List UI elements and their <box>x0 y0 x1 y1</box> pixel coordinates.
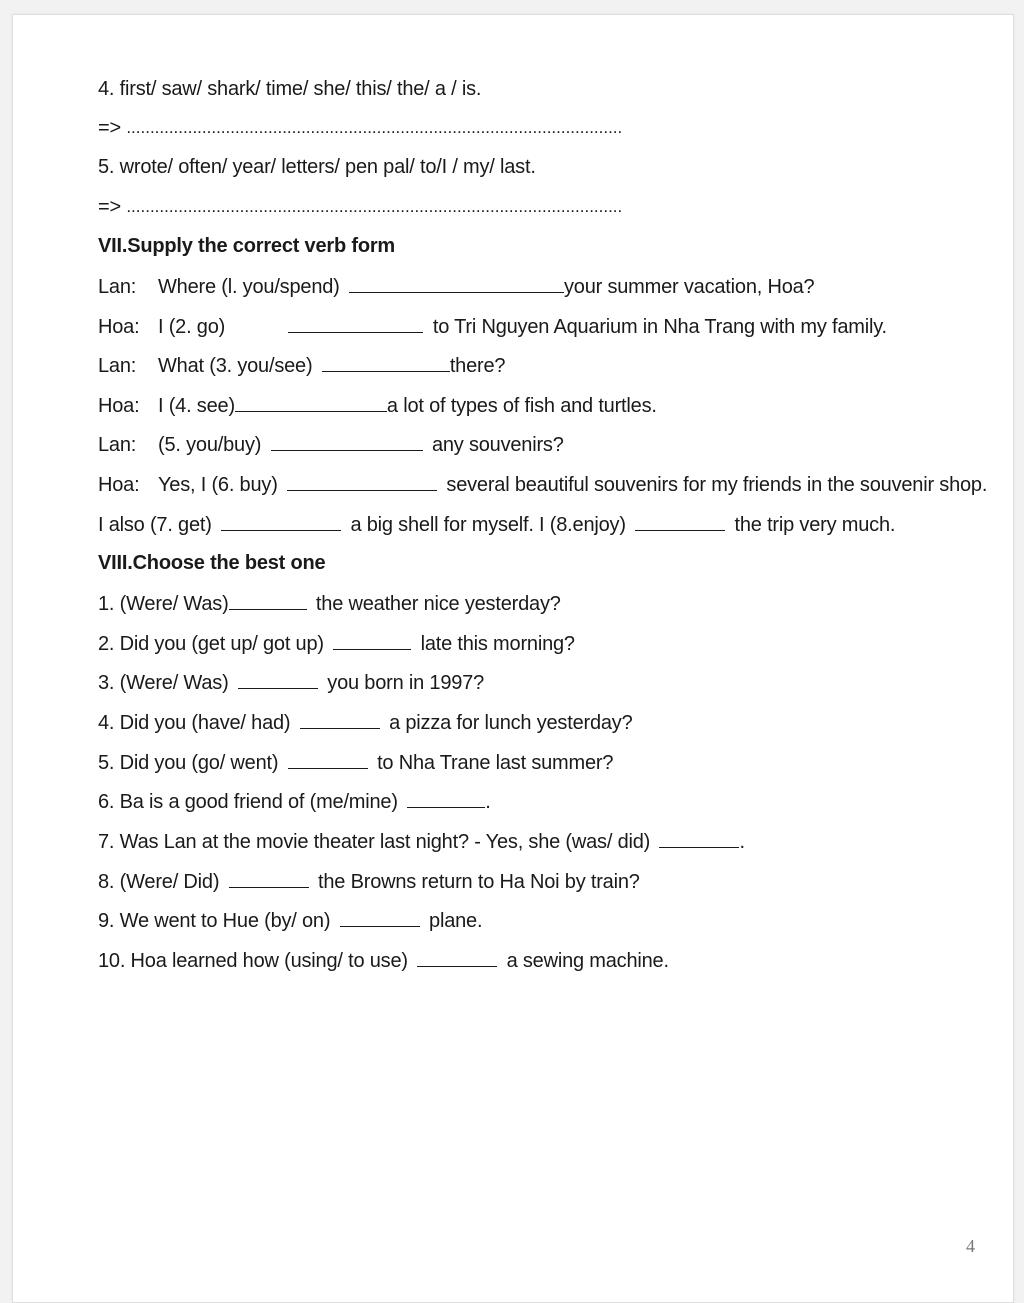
answer-prefix: => <box>98 196 121 218</box>
line-before: I (2. go) <box>158 316 226 338</box>
reorder-answer-5 <box>98 195 622 220</box>
dialogue-line-2 <box>98 314 887 339</box>
choice-item-2 <box>98 631 575 656</box>
line-after: your summer vacation, Hoa? <box>564 276 815 298</box>
line-part-1: I also (7. get) <box>98 514 212 536</box>
dialogue-line-5 <box>98 432 564 457</box>
choice-item-6 <box>98 789 491 814</box>
item-after: the weather nice yesterday? <box>315 593 561 615</box>
answer-blank-5[interactable] <box>271 432 423 451</box>
item-before: 5. Did you (go/ went) <box>98 752 279 774</box>
item-before: 4. Did you (have/ had) <box>98 712 291 734</box>
answer-prefix: => <box>98 117 121 139</box>
line-before: Where (l. you/spend) <box>158 276 340 298</box>
answer-blank-1[interactable] <box>349 274 564 293</box>
item-after: a pizza for lunch yesterday? <box>389 712 633 734</box>
choice-blank-1[interactable] <box>229 591 307 610</box>
item-before: 9. We went to Hue (by/ on) <box>98 910 331 932</box>
item-after: plane. <box>429 910 483 932</box>
item-before: 10. Hoa learned how (using/ to use) <box>98 950 408 972</box>
reorder-prompt: 4. first/ saw/ shark/ time/ she/ this/ the/ a / is. <box>98 78 482 100</box>
item-after: to Nha Trane last summer? <box>377 752 614 774</box>
choice-item-5 <box>98 750 613 775</box>
choice-blank-7[interactable] <box>659 829 739 848</box>
speaker: Lan: <box>98 355 137 377</box>
speaker: Hoa: <box>98 316 140 338</box>
choice-item-3 <box>98 670 484 695</box>
answer-blank-8[interactable] <box>635 512 725 531</box>
section-7-title: VII.Supply the correct verb form <box>98 235 396 257</box>
answer-dotted-line[interactable]: ......................................................................................................... <box>126 197 623 216</box>
line-after: any souvenirs? <box>431 434 564 456</box>
item-before: 7. Was Lan at the movie theater last night? - Yes, she (was/ did) <box>98 831 651 853</box>
item-after: . <box>739 831 745 853</box>
dialogue-line-3 <box>98 353 505 378</box>
reorder-item-5 <box>98 155 536 179</box>
line-after: a lot of types of fish and turtles. <box>386 395 657 417</box>
speaker: Hoa: <box>98 474 140 496</box>
line-after: there? <box>449 355 506 377</box>
item-before: 2. Did you (get up/ got up) <box>98 633 324 655</box>
choice-blank-8[interactable] <box>229 869 309 888</box>
choice-item-10 <box>98 948 669 973</box>
answer-blank-6[interactable] <box>287 472 437 491</box>
choice-blank-2[interactable] <box>333 631 411 650</box>
answer-blank-7[interactable] <box>221 512 341 531</box>
choice-blank-6[interactable] <box>407 789 485 808</box>
item-after: a sewing machine. <box>506 950 669 972</box>
item-after: . <box>485 791 491 813</box>
choice-blank-4[interactable] <box>300 710 380 729</box>
line-after: several beautiful souvenirs for my friends in the souvenir shop. <box>446 474 988 496</box>
line-part-2: a big shell for myself. I (8.enjoy) <box>350 514 626 536</box>
item-before: 8. (Were/ Did) <box>98 871 220 893</box>
line-before: What (3. you/see) <box>158 355 313 377</box>
line-before: Yes, I (6. buy) <box>158 474 278 496</box>
speaker: Lan: <box>98 276 137 298</box>
choice-blank-3[interactable] <box>238 670 318 689</box>
dialogue-line-7 <box>98 512 895 537</box>
speaker: Lan: <box>98 434 137 456</box>
section-8-title: VIII.Choose the best one <box>98 552 326 574</box>
line-part-3: the trip very much. <box>734 514 896 536</box>
choice-blank-10[interactable] <box>417 948 497 967</box>
item-before: 1. (Were/ Was) <box>98 593 229 615</box>
choice-item-8 <box>98 869 640 894</box>
choice-blank-9[interactable] <box>340 908 420 927</box>
worksheet-page <box>12 14 1014 1303</box>
line-before: I (4. see) <box>158 395 235 417</box>
line-after: to Tri Nguyen Aquarium in Nha Trang with my family. <box>432 316 887 338</box>
page-number: 4 <box>966 1236 975 1256</box>
reorder-answer-4 <box>98 116 622 141</box>
reorder-item-4 <box>98 77 481 101</box>
choice-item-7 <box>98 829 745 854</box>
choice-blank-5[interactable] <box>288 750 368 769</box>
dialogue-line-4 <box>98 393 657 418</box>
item-after: you born in 1997? <box>327 672 485 694</box>
answer-blank-3[interactable] <box>322 353 450 372</box>
speaker: Hoa: <box>98 395 140 417</box>
line-before: (5. you/buy) <box>158 434 262 456</box>
choice-item-9 <box>98 908 482 933</box>
dialogue-line-6 <box>98 472 987 497</box>
choice-item-4 <box>98 710 633 735</box>
item-before: 6. Ba is a good friend of (me/mine) <box>98 791 398 813</box>
item-after: the Browns return to Ha Noi by train? <box>318 871 640 893</box>
dialogue-line-1 <box>98 274 814 299</box>
item-before: 3. (Were/ Was) <box>98 672 229 694</box>
answer-blank-2[interactable] <box>288 314 423 333</box>
item-after: late this morning? <box>420 633 575 655</box>
choice-item-1 <box>98 591 561 616</box>
answer-blank-4[interactable] <box>235 393 387 412</box>
reorder-prompt: 5. wrote/ often/ year/ letters/ pen pal/ to/I / my/ last. <box>98 156 536 178</box>
answer-dotted-line[interactable]: ......................................................................................................... <box>126 118 623 137</box>
